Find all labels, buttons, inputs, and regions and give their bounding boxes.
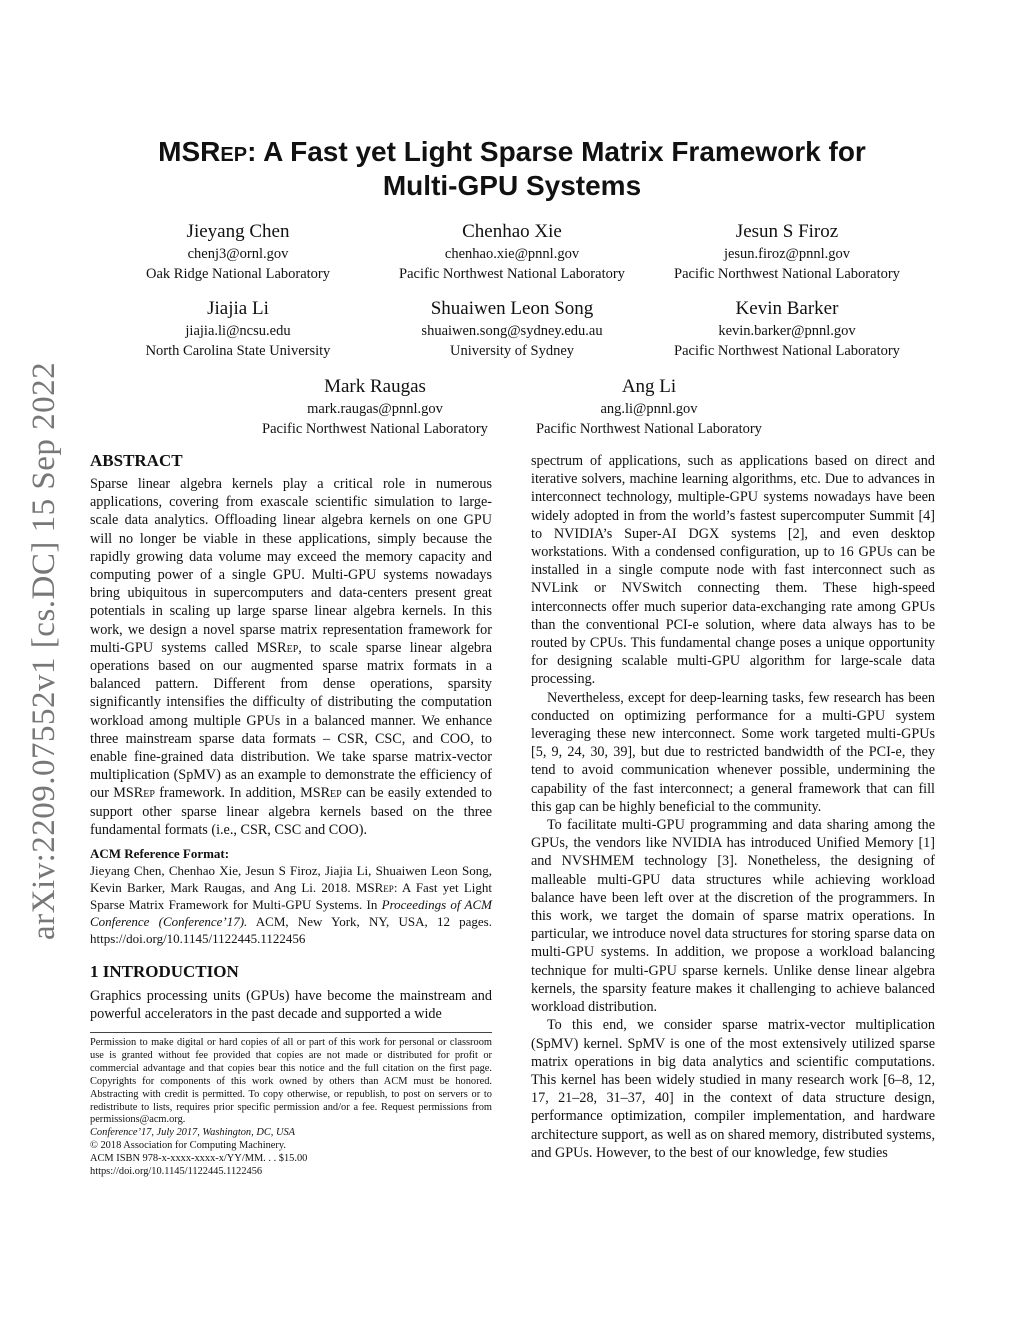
author-block: Kevin Barker kevin.barker@pnnl.gov Pacific Northwest National Laboratory [674, 298, 900, 359]
paper-title: MSRep: A Fast yet Light Sparse Matrix Framework for Multi-GPU Systems [158, 136, 866, 201]
body-paragraph: spectrum of applications, such as applications based on direct and iterative solvers, machine learning algorithms, etc. Due to advances in interconnect technology, multiple-GPU systems nowadays have been widely adopted in from the world’s fastest supercomputer Summit [4] to NVIDIA’s Super-AI DGX systems [2], and even desktop workstations. With a condensed configuration, up to 16 GPUs can be installed in a single compute node with fast interconnect such as NVLink or NVSwitch connecting them. These high-speed interconnects offer much superior data-exchanging rate among GPUs than the conventional PCI-e solution, where data always has to be routed by CPUs. This fundamental change poses a unique opportunity for designing scalable multi-GPU algorithm for large-scale data processing. [531, 453, 935, 688]
acm-reference-text: Jieyang Chen, Chenhao Xie, Jesun S Firoz, Jiajia Li, Shuaiwen Leon Song, Kevin Barker, Mark Raugas, and Ang Li. 2018. MSRep: A Fast yet Light Sparse Matrix Framework for Multi-GPU Systems. In Proceedings of ACM Conference (Conference’17). ACM, New York, NY, USA, 12 pages. https://doi.org/10.1145/1122445.1122456 [90, 863, 492, 947]
body-paragraph: To this end, we consider sparse matrix-vector multiplication (SpMV) kernel. SpMV is one of the most extensively utilized sparse matrix operations in big data analytics and scientific computations. This kernel has been widely studied in many research work [6–8, 12, 17, 21–28, 31–37, 40] in the context of data structure design, performance optimization, compiler implementation, and hardware architecture support, as well as on shared memory, distributed systems, and GPUs. However, to the best of our knowledge, few studies [531, 1017, 935, 1161]
acm-reference-heading: ACM Reference Format: [90, 846, 230, 862]
author-block: Jiajia Li jiajia.li@ncsu.edu North Carolina State University [145, 298, 331, 359]
introduction-paragraph: Graphics processing units (GPUs) have become the mainstream and powerful accelerators in the past decade and supported a wide [90, 988, 492, 1023]
author-block: Jieyang Chen chenj3@ornl.gov Oak Ridge National Laboratory [145, 221, 330, 282]
author-block: Shuaiwen Leon Song shuaiwen.song@sydney.edu.au University of Sydney [421, 298, 603, 359]
abstract-text: Sparse linear algebra kernels play a critical role in numerous applications, covering from exascale scientific simulation to large-scale data analytics. Offloading linear algebra kernels on one GPU will no longer be viable in these applications, simply because the rapidly growing data volume may exceed the memory capacity and computing power of a single GPU. Multi-GPU systems nowadays bring ubiquitous in supercomputers and data-centers present great potentials in scaling up large sparse linear algebra kernels. In this work, we design a novel sparse matrix representation framework for multi-GPU systems called MSRep, to scale sparse linear algebra operations based on our augmented sparse matrix formats in a balanced pattern. Different from dense operations, sparsity significantly intensifies the difficulty of distributing the computation workload among multiple GPUs in a balanced manner. We enhance three mainstream sparse data formats – CSR, CSC, and COO, to enable fine-grained data distribution. We take sparse matrix-vector multiplication (SpMV) as an example to demonstrate the efficiency of our MSRep framework. In addition, MSRep can be easily extended to support other sparse linear algebra kernels based on the three fundamental formats (i.e., CSR, CSC and COO). [90, 476, 492, 838]
body-paragraph: Nevertheless, except for deep-learning tasks, few research has been conducted on optimizing performance for a multi-GPU system leveraging these new interconnect. Some work targeted multi-GPUs [5, 9, 24, 30, 39], but due to restricted bandwidth of the PCI-e, they tend to avoid communication whenever possible, undermining the capability of the fast interconnect; a general framework that can fill this gap can be highly beneficial to the community. [531, 689, 935, 815]
permission-footnote: Permission to make digital or hard copies of all or part of this work for personal or classroom use is granted without fee provided that copies are not made or distributed for profit or commercial advantage and that copies bear this notice and the full citation on the first page. Copyrights for components of this work owned by others than ACM must be honored. Abstracting with credit is permitted. To copy otherwise, or republish, to post on servers or to redistribute to lists, requires prior specific permission and/or a fee. Request permissions from permissions@acm.org. Conference’17, July 2017, Washington, DC, USA © 2018 Association for Computing Machinery. ACM ISBN 978-x-xxxx-xxxx-x/YY/MM. . . $15.00 https://doi.org/10.1145/1122445.1122456 [90, 1037, 492, 1178]
left-column [90, 450, 492, 1023]
author-block: Chenhao Xie chenhao.xie@pnnl.gov Pacific Northwest National Laboratory [399, 221, 625, 282]
right-column [531, 452, 935, 1162]
arxiv-identifier: arXiv:2209.07552v1 [cs.DC] 15 Sep 2022 [26, 361, 62, 940]
body-paragraph: To facilitate multi-GPU programming and data sharing among the GPUs, the vendors like NVIDIA has introduced Unified Memory [1] and NVSHMEM technology [3]. Nonetheless, the designing of malleable multi-GPU data structures while achieving workload balance have been left over at the discretion of the programmers. In this work, we target the domain of sparse matrix operations. In particular, we introduce novel data structures for storing sparse data on multi-GPU systems. In addition, we propose a workload balancing technique for multi-GPU sparse kernels. Unlike dense linear algebra kernels, the sparsity feature makes it challenging to achieve balanced workload distribution. [531, 817, 935, 1016]
framework-name: MSRep [158, 136, 248, 167]
author-block: Jesun S Firoz jesun.firoz@pnnl.gov Pacific Northwest National Laboratory [674, 221, 900, 282]
author-block: Ang Li ang.li@pnnl.gov Pacific Northwest National Laboratory [536, 376, 762, 437]
author-block: Mark Raugas mark.raugas@pnnl.gov Pacific Northwest National Laboratory [262, 376, 488, 437]
footnote-divider [90, 1032, 492, 1033]
abstract-heading: ABSTRACT [90, 451, 183, 470]
introduction-heading: 1 INTRODUCTION [90, 962, 239, 982]
